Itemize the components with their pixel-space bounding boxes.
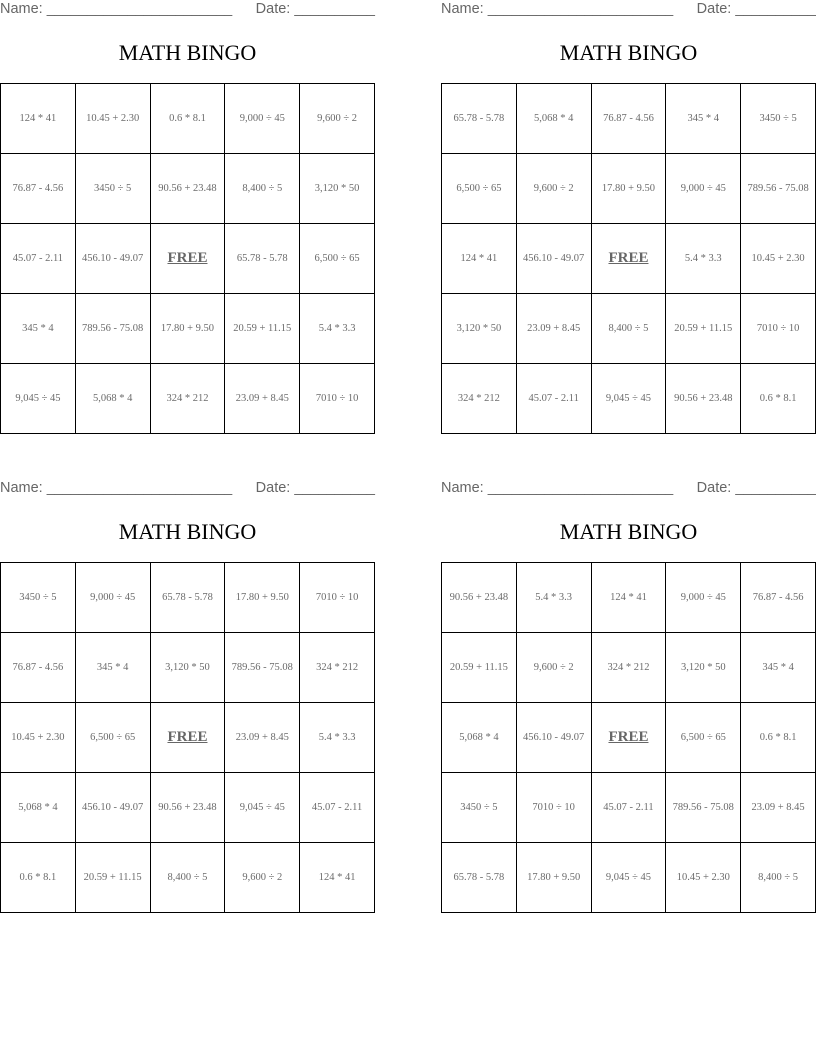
bingo-cell: 7010 ÷ 10 bbox=[300, 563, 375, 633]
bingo-cell: 324 * 212 bbox=[591, 633, 666, 703]
bingo-cell: 9,000 ÷ 45 bbox=[225, 84, 300, 154]
bingo-cell: 65.78 - 5.78 bbox=[225, 224, 300, 294]
bingo-row bbox=[1, 843, 375, 913]
bingo-cell: 9,045 ÷ 45 bbox=[591, 364, 666, 434]
date-line: Date: __________ bbox=[696, 1, 816, 17]
bingo-cell: 5.4 * 3.3 bbox=[516, 563, 591, 633]
bingo-row bbox=[1, 154, 375, 224]
bingo-cell: 345 * 4 bbox=[666, 84, 741, 154]
bingo-cell: 9,045 ÷ 45 bbox=[591, 843, 666, 913]
bingo-cell: 0.6 * 8.1 bbox=[1, 843, 76, 913]
bingo-row bbox=[442, 843, 816, 913]
bingo-cell: 3450 ÷ 5 bbox=[75, 154, 150, 224]
bingo-grid bbox=[441, 562, 816, 913]
bingo-row bbox=[442, 773, 816, 843]
bingo-cell: 0.6 * 8.1 bbox=[741, 703, 816, 773]
bingo-row bbox=[1, 633, 375, 703]
bingo-cell: 9,000 ÷ 45 bbox=[666, 154, 741, 224]
bingo-cell: 456.10 - 49.07 bbox=[516, 224, 591, 294]
bingo-cell: 9,600 ÷ 2 bbox=[516, 154, 591, 224]
bingo-cell: 76.87 - 4.56 bbox=[591, 84, 666, 154]
bingo-cell: 3450 ÷ 5 bbox=[741, 84, 816, 154]
bingo-cell: 17.80 + 9.50 bbox=[225, 563, 300, 633]
free-space: FREE bbox=[591, 703, 666, 773]
bingo-cell: 17.80 + 9.50 bbox=[150, 294, 225, 364]
name-date-row bbox=[0, 479, 375, 499]
bingo-cell: 20.59 + 11.15 bbox=[666, 294, 741, 364]
bingo-cell: 456.10 - 49.07 bbox=[75, 224, 150, 294]
bingo-cell: 3450 ÷ 5 bbox=[1, 563, 76, 633]
bingo-row bbox=[1, 703, 375, 773]
bingo-cell: 124 * 41 bbox=[442, 224, 517, 294]
bingo-cell: 10.45 + 2.30 bbox=[1, 703, 76, 773]
bingo-cell: 6,500 ÷ 65 bbox=[300, 224, 375, 294]
bingo-cell: 124 * 41 bbox=[591, 563, 666, 633]
bingo-grid bbox=[0, 562, 375, 913]
bingo-cell: 23.09 + 8.45 bbox=[516, 294, 591, 364]
bingo-row bbox=[442, 224, 816, 294]
bingo-cell: 0.6 * 8.1 bbox=[150, 84, 225, 154]
bingo-cell: 45.07 - 2.11 bbox=[591, 773, 666, 843]
bingo-cell: 65.78 - 5.78 bbox=[150, 563, 225, 633]
bingo-row bbox=[442, 633, 816, 703]
bingo-cell: 3,120 * 50 bbox=[150, 633, 225, 703]
bingo-cell: 23.09 + 8.45 bbox=[225, 364, 300, 434]
bingo-cell: 5,068 * 4 bbox=[516, 84, 591, 154]
bingo-cell: 8,400 ÷ 5 bbox=[741, 843, 816, 913]
bingo-cell: 9,045 ÷ 45 bbox=[225, 773, 300, 843]
bingo-cell: 45.07 - 2.11 bbox=[516, 364, 591, 434]
bingo-cell: 17.80 + 9.50 bbox=[591, 154, 666, 224]
bingo-cell: 456.10 - 49.07 bbox=[516, 703, 591, 773]
bingo-cell: 5.4 * 3.3 bbox=[300, 294, 375, 364]
name-line: Name: _______________________ bbox=[441, 1, 674, 17]
bingo-cell: 5.4 * 3.3 bbox=[666, 224, 741, 294]
bingo-cell: 10.45 + 2.30 bbox=[666, 843, 741, 913]
bingo-row bbox=[1, 224, 375, 294]
bingo-cell: 5,068 * 4 bbox=[442, 703, 517, 773]
bingo-cell: 6,500 ÷ 65 bbox=[75, 703, 150, 773]
bingo-cell: 23.09 + 8.45 bbox=[225, 703, 300, 773]
bingo-cell: 8,400 ÷ 5 bbox=[591, 294, 666, 364]
bingo-cell: 5,068 * 4 bbox=[75, 364, 150, 434]
name-date-row bbox=[441, 0, 816, 20]
bingo-cell: 789.56 - 75.08 bbox=[75, 294, 150, 364]
bingo-cell: 20.59 + 11.15 bbox=[442, 633, 517, 703]
bingo-cell: 3,120 * 50 bbox=[442, 294, 517, 364]
bingo-row bbox=[1, 84, 375, 154]
free-space: FREE bbox=[591, 224, 666, 294]
bingo-cell: 3,120 * 50 bbox=[666, 633, 741, 703]
card-title: MATH BINGO bbox=[559, 519, 698, 544]
bingo-cell: 7010 ÷ 10 bbox=[516, 773, 591, 843]
bingo-cell: 76.87 - 4.56 bbox=[1, 154, 76, 224]
bingo-cell: 345 * 4 bbox=[1, 294, 76, 364]
bingo-cell: 20.59 + 11.15 bbox=[75, 843, 150, 913]
date-line: Date: __________ bbox=[696, 480, 816, 496]
bingo-cell: 10.45 + 2.30 bbox=[741, 224, 816, 294]
bingo-row bbox=[1, 563, 375, 633]
free-space: FREE bbox=[150, 224, 225, 294]
bingo-cell: 5,068 * 4 bbox=[1, 773, 76, 843]
bingo-cell: 5.4 * 3.3 bbox=[300, 703, 375, 773]
date-line: Date: __________ bbox=[255, 1, 375, 17]
bingo-row bbox=[442, 294, 816, 364]
card-title: MATH BINGO bbox=[118, 519, 257, 544]
bingo-cell: 9,045 ÷ 45 bbox=[1, 364, 76, 434]
bingo-cell: 324 * 212 bbox=[300, 633, 375, 703]
name-line: Name: _______________________ bbox=[0, 480, 233, 496]
bingo-cell: 324 * 212 bbox=[150, 364, 225, 434]
bingo-cell: 789.56 - 75.08 bbox=[741, 154, 816, 224]
bingo-cell: 124 * 41 bbox=[1, 84, 76, 154]
bingo-cell: 90.56 + 23.48 bbox=[150, 154, 225, 224]
bingo-row bbox=[442, 154, 816, 224]
bingo-cell: 0.6 * 8.1 bbox=[741, 364, 816, 434]
bingo-row bbox=[442, 563, 816, 633]
bingo-cell: 345 * 4 bbox=[741, 633, 816, 703]
name-date-row bbox=[0, 0, 375, 20]
bingo-cell: 10.45 + 2.30 bbox=[75, 84, 150, 154]
bingo-cell: 20.59 + 11.15 bbox=[225, 294, 300, 364]
bingo-cell: 90.56 + 23.48 bbox=[666, 364, 741, 434]
bingo-cell: 65.78 - 5.78 bbox=[442, 84, 517, 154]
bingo-cell: 789.56 - 75.08 bbox=[666, 773, 741, 843]
name-line: Name: _______________________ bbox=[441, 480, 674, 496]
bingo-cell: 3,120 * 50 bbox=[300, 154, 375, 224]
name-date-row bbox=[441, 479, 816, 499]
bingo-cell: 23.09 + 8.45 bbox=[741, 773, 816, 843]
card-title: MATH BINGO bbox=[559, 40, 698, 65]
bingo-row bbox=[442, 364, 816, 434]
bingo-cell: 45.07 - 2.11 bbox=[1, 224, 76, 294]
bingo-cell: 8,400 ÷ 5 bbox=[150, 843, 225, 913]
bingo-cell: 65.78 - 5.78 bbox=[442, 843, 517, 913]
bingo-cell: 3450 ÷ 5 bbox=[442, 773, 517, 843]
name-line: Name: _______________________ bbox=[0, 1, 233, 17]
bingo-cell: 9,600 ÷ 2 bbox=[225, 843, 300, 913]
bingo-cell: 345 * 4 bbox=[75, 633, 150, 703]
bingo-cell: 90.56 + 23.48 bbox=[442, 563, 517, 633]
bingo-row bbox=[1, 773, 375, 843]
bingo-cell: 9,600 ÷ 2 bbox=[300, 84, 375, 154]
free-space: FREE bbox=[150, 703, 225, 773]
bingo-cell: 45.07 - 2.11 bbox=[300, 773, 375, 843]
bingo-cell: 6,500 ÷ 65 bbox=[442, 154, 517, 224]
bingo-cell: 324 * 212 bbox=[442, 364, 517, 434]
bingo-grid bbox=[0, 83, 375, 434]
bingo-row bbox=[442, 84, 816, 154]
bingo-cell: 76.87 - 4.56 bbox=[741, 563, 816, 633]
bingo-row bbox=[1, 364, 375, 434]
bingo-cell: 9,000 ÷ 45 bbox=[666, 563, 741, 633]
bingo-cell: 7010 ÷ 10 bbox=[300, 364, 375, 434]
bingo-cell: 8,400 ÷ 5 bbox=[225, 154, 300, 224]
bingo-cell: 9,600 ÷ 2 bbox=[516, 633, 591, 703]
bingo-cell: 7010 ÷ 10 bbox=[741, 294, 816, 364]
bingo-cell: 124 * 41 bbox=[300, 843, 375, 913]
bingo-row bbox=[442, 703, 816, 773]
bingo-cell: 17.80 + 9.50 bbox=[516, 843, 591, 913]
card-title: MATH BINGO bbox=[118, 40, 257, 65]
bingo-cell: 90.56 + 23.48 bbox=[150, 773, 225, 843]
bingo-cell: 6,500 ÷ 65 bbox=[666, 703, 741, 773]
bingo-cell: 76.87 - 4.56 bbox=[1, 633, 76, 703]
bingo-cell: 9,000 ÷ 45 bbox=[75, 563, 150, 633]
date-line: Date: __________ bbox=[255, 480, 375, 496]
bingo-cell: 456.10 - 49.07 bbox=[75, 773, 150, 843]
bingo-grid bbox=[441, 83, 816, 434]
bingo-cell: 789.56 - 75.08 bbox=[225, 633, 300, 703]
bingo-row bbox=[1, 294, 375, 364]
